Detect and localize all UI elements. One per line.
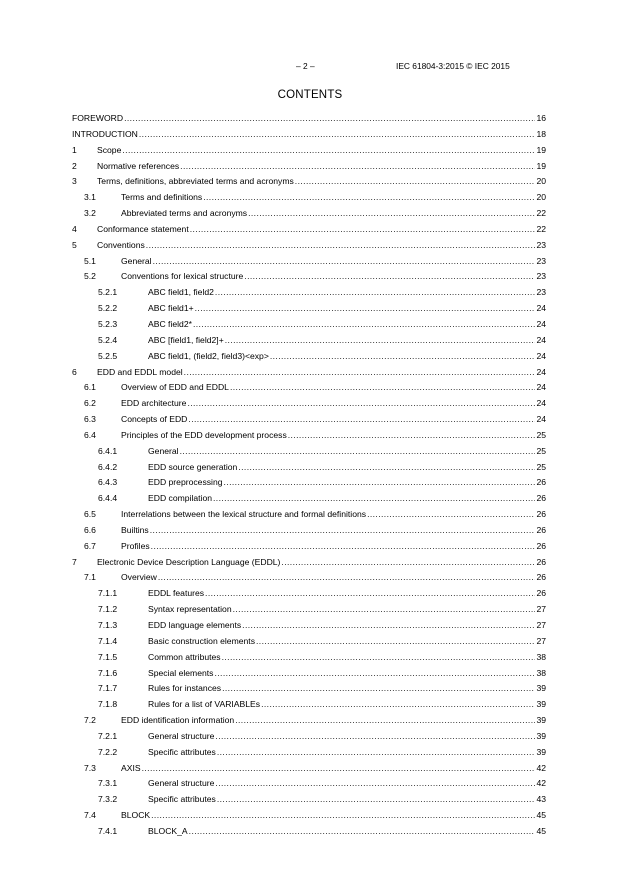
toc-entry[interactable]: [72, 319, 546, 335]
toc-leader-dots: [261, 699, 535, 709]
toc-entry[interactable]: [72, 271, 546, 287]
toc-entry[interactable]: [72, 382, 546, 398]
toc-entry[interactable]: [72, 541, 546, 557]
toc-leader-dots: [248, 208, 535, 218]
toc-entry-number: 7.1.1: [98, 588, 118, 599]
toc-entry[interactable]: [72, 572, 546, 588]
toc-entry-label: Conventions for lexical structure: [121, 271, 244, 282]
toc-entry-number: 7.3.2: [98, 794, 118, 805]
toc-entry[interactable]: [72, 208, 546, 224]
toc-entry-label: EDD identification information: [121, 715, 235, 726]
toc-entry[interactable]: [72, 683, 546, 699]
toc-entry-number: 6.5: [84, 509, 96, 520]
toc-entry-page: 24: [536, 318, 546, 329]
toc-entry-number: 7.2.2: [98, 746, 118, 757]
toc-entry-page: 20: [536, 176, 546, 187]
toc-leader-dots: [146, 240, 536, 250]
toc-entry-label: EDD language elements: [148, 620, 242, 630]
toc-entry[interactable]: [72, 303, 546, 319]
toc-entry[interactable]: [72, 794, 546, 810]
toc-leader-dots: [184, 367, 536, 377]
toc-entry-number: 1: [72, 144, 77, 155]
toc-entry[interactable]: [72, 398, 546, 414]
toc-entry-label: Builtins: [121, 524, 149, 535]
toc-entry[interactable]: [72, 747, 546, 763]
toc-entry-label: General structure: [148, 778, 215, 789]
toc-entry-page: 43: [536, 794, 546, 805]
toc-entry-page: 23: [536, 271, 546, 282]
toc-entry-label: Rules for instances: [148, 683, 222, 694]
toc-entry-number: 5.2.2: [98, 303, 118, 314]
toc-entry-label: ABC field1, field2: [148, 287, 214, 298]
toc-entry-label: Conventions: [97, 239, 145, 250]
toc-leader-dots: [233, 604, 536, 614]
contents-title: CONTENTS: [277, 89, 343, 101]
toc-entry-label: Special elements: [148, 667, 214, 678]
toc-entry-number: 5.1: [84, 255, 96, 266]
standard-reference-header: IEC 61804-3:2015 © IEC 2015: [396, 61, 510, 71]
toc-entry[interactable]: [72, 652, 546, 668]
toc-entry-label: Abbreviated terms and acronyms: [121, 208, 248, 219]
toc-entry-page: 42: [536, 762, 546, 773]
toc-entry-label: Profiles: [121, 540, 150, 551]
toc-leader-dots: [187, 398, 535, 408]
page-number-header: – 2 –: [296, 61, 315, 71]
toc-entry-page: 23: [536, 287, 546, 298]
toc-leader-dots: [153, 256, 536, 266]
toc-entry-number: 7.1.2: [98, 604, 118, 615]
toc-entry-number: 6.2: [84, 398, 96, 409]
toc-leader-dots: [222, 652, 536, 662]
toc-entry-page: 45: [536, 825, 546, 836]
toc-entry-page: 26: [536, 493, 546, 504]
table-of-contents: [72, 113, 546, 842]
toc-entry-label: Concepts of EDD: [121, 414, 188, 425]
toc-entry-label: Syntax representation: [148, 604, 232, 615]
toc-leader-dots: [225, 335, 536, 345]
toc-entry-number: 7.1.7: [98, 683, 118, 694]
toc-entry-number: 6.4.1: [98, 445, 118, 456]
toc-leader-dots: [244, 271, 535, 281]
toc-entry[interactable]: [72, 763, 546, 779]
toc-entry-label: Overview of EDD and EDDL: [121, 382, 229, 393]
toc-entry-number: 7.1.3: [98, 620, 118, 630]
toc-entry-label: Interrelations between the lexical structure and formal definitions: [121, 509, 367, 520]
toc-entry-page: 26: [536, 556, 546, 567]
toc-entry-page: 22: [536, 223, 546, 234]
toc-entry[interactable]: [72, 699, 546, 715]
toc-entry-page: 24: [536, 334, 546, 345]
toc-entry[interactable]: [72, 731, 546, 747]
toc-entry-label: ABC [field1, field2]+: [148, 334, 224, 345]
toc-entry-label: BLOCK_A: [148, 825, 188, 836]
toc-entry-number: 7.1.6: [98, 667, 118, 678]
toc-entry-label: Specific attributes: [148, 794, 216, 805]
toc-entry-label: EDDL features: [148, 588, 205, 599]
toc-entry-page: 24: [536, 350, 546, 361]
toc-entry[interactable]: [72, 493, 546, 509]
toc-leader-dots: [256, 636, 535, 646]
toc-entry-page: 39: [536, 730, 546, 741]
toc-leader-dots: [222, 683, 535, 693]
toc-entry[interactable]: [72, 715, 546, 731]
toc-entry-number: 6.3: [84, 414, 96, 425]
toc-entry-page: 22: [536, 208, 546, 219]
toc-entry[interactable]: [72, 810, 546, 826]
toc-entry-number: 6: [72, 366, 77, 377]
toc-entry-page: 26: [536, 572, 546, 583]
toc-entry-number: 5: [72, 239, 77, 250]
toc-entry-label: Conformance statement: [97, 223, 189, 234]
toc-entry-page: 24: [536, 414, 546, 425]
toc-entry-label: Scope: [97, 144, 122, 155]
toc-leader-dots: [213, 493, 535, 503]
toc-entry[interactable]: [72, 525, 546, 541]
toc-entry[interactable]: [72, 113, 546, 129]
toc-entry-number: 6.6: [84, 524, 96, 535]
toc-entry[interactable]: [72, 620, 546, 636]
toc-entry[interactable]: [72, 557, 546, 573]
toc-leader-dots: [242, 620, 535, 630]
toc-leader-dots: [151, 541, 536, 551]
toc-leader-dots: [180, 446, 536, 456]
toc-entry-label: Terms and definitions: [121, 192, 203, 203]
toc-leader-dots: [124, 113, 535, 123]
toc-entry-number: 7.2.1: [98, 730, 118, 741]
toc-entry[interactable]: [72, 636, 546, 652]
toc-leader-dots: [158, 572, 536, 582]
toc-entry-number: 3: [72, 176, 77, 187]
toc-entry[interactable]: [72, 588, 546, 604]
toc-leader-dots: [188, 414, 535, 424]
toc-leader-dots: [367, 509, 535, 519]
toc-leader-dots: [281, 557, 535, 567]
toc-leader-dots: [193, 319, 535, 329]
toc-entry-page: 16: [536, 113, 546, 123]
toc-entry[interactable]: [72, 668, 546, 684]
toc-leader-dots: [238, 462, 535, 472]
toc-entry-page: 25: [536, 461, 546, 472]
toc-entry-page: 39: [536, 715, 546, 726]
toc-entry-label: Rules for a list of VARIABLEs: [148, 699, 261, 710]
toc-entry-page: 24: [536, 398, 546, 409]
toc-entry[interactable]: [72, 192, 546, 208]
toc-leader-dots: [180, 161, 535, 171]
toc-entry-page: 39: [536, 746, 546, 757]
toc-entry-page: 18: [536, 128, 546, 139]
toc-leader-dots: [224, 477, 536, 487]
toc-entry-number: 4: [72, 223, 77, 234]
toc-entry[interactable]: [72, 509, 546, 525]
toc-entry-page: 23: [536, 239, 546, 250]
toc-entry-page: 19: [536, 160, 546, 171]
toc-entry-number: 6.1: [84, 382, 96, 393]
toc-entry[interactable]: [72, 351, 546, 367]
toc-leader-dots: [235, 715, 535, 725]
toc-entry[interactable]: [72, 129, 546, 145]
toc-entry-label: Terms, definitions, abbreviated terms and acronyms: [97, 176, 294, 187]
toc-entry-number: 7.4: [84, 810, 96, 821]
toc-entry-label: EDD source generation: [148, 461, 238, 472]
toc-entry-number: 7.1: [84, 572, 96, 583]
toc-entry[interactable]: [72, 477, 546, 493]
toc-entry-page: 27: [536, 620, 546, 630]
toc-entry-number: 7.3: [84, 762, 96, 773]
toc-entry[interactable]: [72, 778, 546, 794]
toc-entry-page: 23: [536, 255, 546, 266]
toc-entry-label: EDD and EDDL model: [97, 366, 183, 377]
toc-entry-number: 2: [72, 160, 77, 171]
toc-entry-number: 5.2.1: [98, 287, 118, 298]
toc-entry-label: Basic construction elements: [148, 635, 255, 646]
toc-entry-page: 20: [536, 192, 546, 203]
toc-leader-dots: [295, 176, 536, 186]
toc-entry-label: Principles of the EDD development process: [121, 429, 287, 440]
toc-entry-page: 38: [536, 667, 546, 678]
toc-entry-label: ABC field1, (field2, field3)<exp>: [148, 350, 269, 361]
toc-entry[interactable]: [72, 161, 546, 177]
toc-entry[interactable]: [72, 604, 546, 620]
toc-entry-label: EDD preprocessing: [148, 477, 223, 488]
toc-entry[interactable]: [72, 256, 546, 272]
toc-entry-label: General structure: [148, 730, 215, 741]
toc-entry-number: 7.1.8: [98, 699, 118, 710]
toc-entry-label: Specific attributes: [148, 746, 216, 757]
toc-entry-label: FOREWORD: [72, 113, 124, 123]
toc-leader-dots: [214, 668, 535, 678]
toc-entry-page: 26: [536, 540, 546, 551]
toc-entry-page: 27: [536, 635, 546, 646]
toc-leader-dots: [230, 382, 535, 392]
toc-entry-page: 26: [536, 509, 546, 520]
toc-entry-label: EDD architecture: [121, 398, 187, 409]
toc-entry-page: 24: [536, 303, 546, 314]
toc-leader-dots: [215, 287, 536, 297]
toc-leader-dots: [217, 747, 536, 757]
toc-leader-dots: [215, 778, 535, 788]
toc-entry-number: 7.1.5: [98, 651, 118, 662]
toc-entry-number: 6.4: [84, 429, 96, 440]
toc-leader-dots: [150, 525, 536, 535]
toc-entry-number: 6.4.3: [98, 477, 118, 488]
toc-entry-page: 25: [536, 429, 546, 440]
toc-entry-label: AXIS: [121, 762, 141, 773]
toc-entry-number: 5.2.3: [98, 318, 118, 329]
toc-entry-label: General: [148, 445, 179, 456]
toc-entry-page: 26: [536, 524, 546, 535]
toc-entry[interactable]: [72, 224, 546, 240]
toc-entry-page: 26: [536, 588, 546, 599]
toc-entry-page: 27: [536, 604, 546, 615]
toc-entry-label: ABC field2*: [148, 318, 192, 329]
toc-entry[interactable]: [72, 240, 546, 256]
toc-entry[interactable]: [72, 446, 546, 462]
toc-entry-label: EDD compilation: [148, 493, 212, 504]
toc-entry[interactable]: [72, 145, 546, 161]
toc-entry-page: 24: [536, 366, 546, 377]
toc-entry[interactable]: [72, 826, 546, 842]
toc-entry-page: 19: [536, 144, 546, 155]
toc-entry-number: 6.4.4: [98, 493, 118, 504]
toc-entry-number: 5.2: [84, 271, 96, 282]
toc-entry[interactable]: [72, 462, 546, 478]
toc-leader-dots: [215, 731, 535, 741]
toc-entry-page: 42: [536, 778, 546, 789]
toc-entry-page: 39: [536, 683, 546, 694]
toc-entry-number: 7: [72, 556, 77, 567]
toc-entry-label: Overview: [121, 572, 157, 583]
toc-entry-label: BLOCK: [121, 810, 151, 821]
toc-entry-page: 45: [536, 810, 546, 821]
toc-entry[interactable]: [72, 287, 546, 303]
toc-entry-page: 39: [536, 699, 546, 710]
toc-entry-number: 7.4.1: [98, 825, 118, 836]
toc-leader-dots: [288, 430, 536, 440]
toc-entry-page: 38: [536, 651, 546, 662]
toc-leader-dots: [190, 224, 536, 234]
toc-entry[interactable]: [72, 367, 546, 383]
toc-entry-page: 26: [536, 477, 546, 488]
toc-leader-dots: [122, 145, 535, 155]
toc-leader-dots: [205, 588, 535, 598]
toc-entry-number: 3.1: [84, 192, 96, 203]
toc-entry-label: ABC field1+: [148, 303, 194, 314]
toc-entry-label: Common attributes: [148, 651, 221, 662]
toc-entry-number: 7.2: [84, 715, 96, 726]
toc-entry-number: 7.3.1: [98, 778, 118, 789]
toc-entry-label: Normative references: [97, 160, 180, 171]
toc-leader-dots: [195, 303, 536, 313]
toc-leader-dots: [142, 763, 536, 773]
toc-entry[interactable]: [72, 414, 546, 430]
toc-leader-dots: [189, 826, 536, 836]
toc-entry-label: INTRODUCTION: [72, 128, 138, 139]
toc-entry-page: 24: [536, 382, 546, 393]
toc-leader-dots: [151, 810, 535, 820]
toc-entry[interactable]: [72, 176, 546, 192]
toc-entry-label: Electronic Device Description Language (EDDL): [97, 556, 281, 567]
toc-entry[interactable]: [72, 430, 546, 446]
toc-entry-label: General: [121, 255, 152, 266]
toc-entry-number: 6.7: [84, 540, 96, 551]
toc-entry-number: 7.1.4: [98, 635, 118, 646]
toc-entry-number: 3.2: [84, 208, 96, 219]
toc-entry-page: 25: [536, 445, 546, 456]
toc-entry[interactable]: [72, 335, 546, 351]
toc-entry-number: 5.2.4: [98, 334, 118, 345]
toc-leader-dots: [270, 351, 536, 361]
toc-leader-dots: [203, 192, 535, 202]
toc-leader-dots: [139, 129, 536, 139]
toc-entry-number: 6.4.2: [98, 461, 118, 472]
toc-entry-number: 5.2.5: [98, 350, 118, 361]
toc-leader-dots: [217, 794, 536, 804]
